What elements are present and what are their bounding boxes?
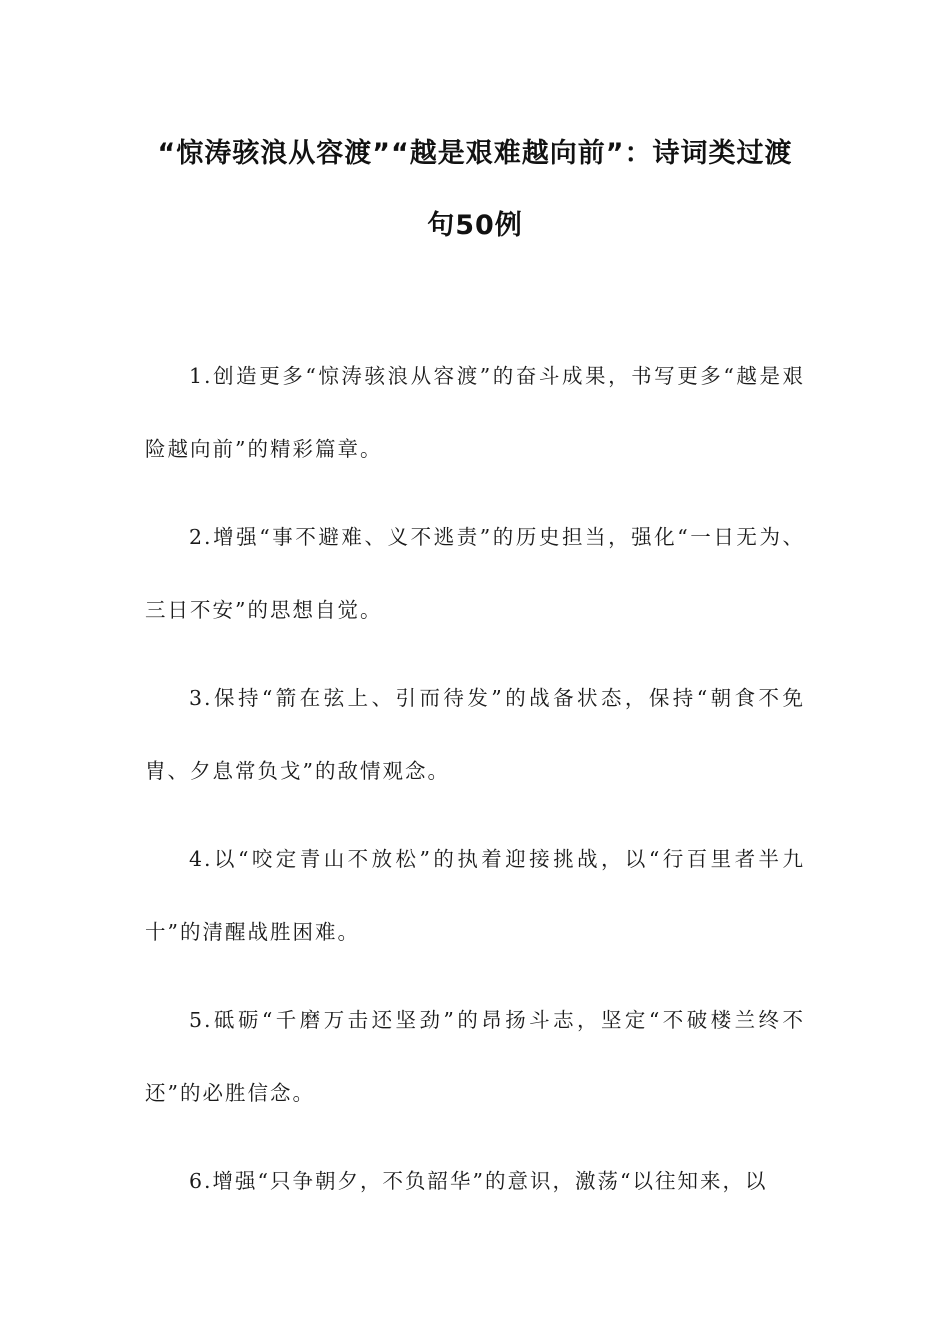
- paragraph-1: 1.创造更多“惊涛骇浪从容渡”的奋斗成果，书写更多“越是艰险越向前”的精彩篇章。: [145, 364, 805, 461]
- document-title: “惊涛骇浪从容渡”“越是艰难越向前”：诗词类过渡句50例: [157, 138, 793, 241]
- paragraph-4: 4.以“咬定青山不放松”的执着迎接挑战，以“行百里者半九十”的清醒战胜困难。: [145, 847, 805, 944]
- paragraph-2: 2.增强“事不避难、义不逃责”的历史担当，强化“一日无为、三日不安”的思想自觉。: [145, 525, 805, 622]
- paragraph-6: 6.增强“只争朝夕，不负韶华”的意识，激荡“以往知来，以: [189, 1169, 768, 1193]
- paragraph-5: 5.砥砺“千磨万击还坚劲”的昂扬斗志，坚定“不破楼兰终不还”的必胜信念。: [145, 1008, 805, 1105]
- document-body: [145, 340, 805, 1233]
- paragraph-3: 3.保持“箭在弦上、引而待发”的战备状态，保持“朝食不免胄、夕息常负戈”的敌情观念。: [145, 686, 805, 783]
